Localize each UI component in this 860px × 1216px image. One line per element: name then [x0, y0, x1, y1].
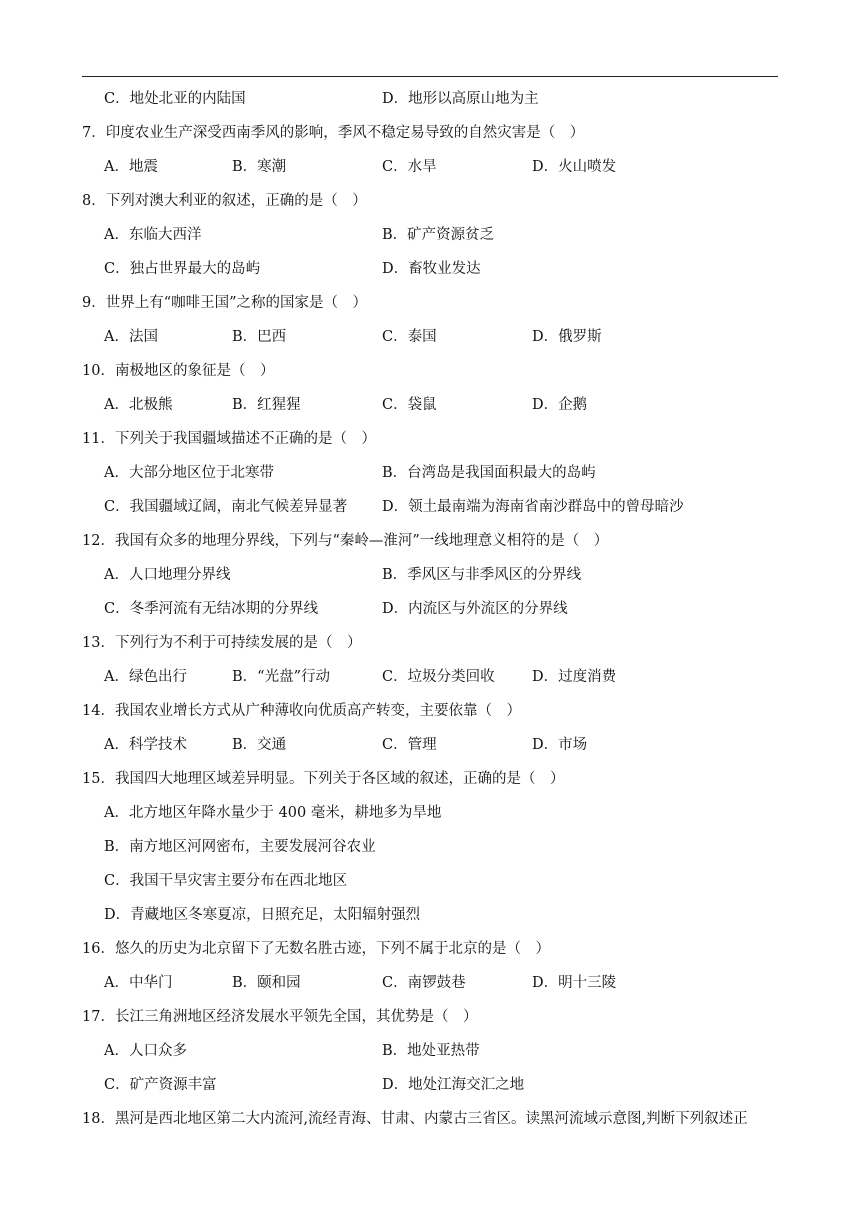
option-row — [82, 88, 782, 122]
option-d[interactable]: D．地形以高原山地为主 — [382, 91, 539, 107]
option-b[interactable]: B．寒潮 — [232, 159, 287, 175]
option-row — [82, 496, 782, 530]
option-row — [82, 326, 782, 360]
option-row — [82, 972, 782, 1006]
question-stem: 14．我国农业增长方式从广种薄收向优质高产转变，主要依靠（ ） — [82, 703, 521, 719]
question-stem: 16．悠久的历史为北京留下了无数名胜古迹，下列不属于北京的是（ ） — [82, 941, 550, 957]
option-row — [82, 224, 782, 258]
option-row — [82, 598, 782, 632]
option-b[interactable]: B．矿产资源贫乏 — [382, 227, 495, 243]
question-stem: 12．我国有众多的地理分界线，下列与“秦岭—淮河”一线地理意义相符的是（ ） — [82, 533, 609, 549]
option-row — [82, 564, 782, 598]
option-d[interactable]: D．火山喷发 — [532, 159, 617, 175]
option-a[interactable]: A．东临大西洋 — [104, 227, 202, 243]
option-row — [82, 870, 782, 904]
option-a[interactable]: A．法国 — [104, 329, 158, 345]
option-c[interactable]: C．管理 — [382, 737, 437, 753]
option-row — [82, 734, 782, 768]
question-stem: 7．印度农业生产深受西南季风的影响，季风不稳定易导致的自然灾害是（ ） — [82, 125, 585, 141]
option-a[interactable]: A．地震 — [104, 159, 158, 175]
option-row — [82, 1074, 782, 1108]
option-a[interactable]: A．北方地区年降水量少于 400 毫米，耕地多为旱地 — [104, 805, 442, 821]
option-row — [82, 836, 782, 870]
option-row — [82, 394, 782, 428]
option-b[interactable]: B．台湾岛是我国面积最大的岛屿 — [382, 465, 596, 481]
option-c[interactable]: C．地处北亚的内陆国 — [104, 91, 246, 107]
question-list — [82, 88, 782, 1142]
option-d[interactable]: D．畜牧业发达 — [382, 261, 481, 277]
option-row — [82, 258, 782, 292]
question-stem: 9．世界上有“咖啡王国”之称的国家是（ ） — [82, 295, 368, 311]
option-d[interactable]: D．俄罗斯 — [532, 329, 602, 345]
question-stem: 11．下列关于我国疆域描述不正确的是（ ） — [82, 431, 376, 447]
option-b[interactable]: B．巴西 — [232, 329, 287, 345]
option-d[interactable]: D．企鹅 — [532, 397, 588, 413]
option-a[interactable]: A．大部分地区位于北寒带 — [104, 465, 274, 481]
option-c[interactable]: C．南锣鼓巷 — [382, 975, 466, 991]
question-stem: 10．南极地区的象征是（ ） — [82, 363, 275, 379]
option-row — [82, 156, 782, 190]
option-b[interactable]: B．交通 — [232, 737, 287, 753]
option-a[interactable]: A．绿色出行 — [104, 669, 187, 685]
option-d[interactable]: D．市场 — [532, 737, 588, 753]
question-stem: 18．黑河是西北地区第二大内流河,流经青海、甘肃、内蒙古三省区。读黑河流域示意图,判断下列叙述正 — [82, 1111, 748, 1127]
option-a[interactable]: A．人口众多 — [104, 1043, 187, 1059]
option-a[interactable]: A．人口地理分界线 — [104, 567, 231, 583]
question-stem: 15．我国四大地理区域差异明显。下列关于各区域的叙述，正确的是（ ） — [82, 771, 565, 787]
option-row — [82, 462, 782, 496]
question-stem: 8．下列对澳大利亚的叙述，正确的是（ ） — [82, 193, 367, 209]
option-a[interactable]: A．北极熊 — [104, 397, 173, 413]
option-b[interactable]: B．颐和园 — [232, 975, 301, 991]
option-a[interactable]: A．科学技术 — [104, 737, 187, 753]
option-c[interactable]: C．冬季河流有无结冰期的分界线 — [104, 601, 319, 617]
header-rule — [82, 76, 778, 77]
option-d[interactable]: D．青藏地区冬寒夏凉，日照充足，太阳辐射强烈 — [104, 907, 421, 923]
option-a[interactable]: A．中华门 — [104, 975, 173, 991]
option-d[interactable]: D．明十三陵 — [532, 975, 617, 991]
option-c[interactable]: C．独占世界最大的岛屿 — [104, 261, 261, 277]
option-c[interactable]: C．袋鼠 — [382, 397, 437, 413]
option-b[interactable]: B．红猩猩 — [232, 397, 301, 413]
option-b[interactable]: B．地处亚热带 — [382, 1043, 480, 1059]
option-d[interactable]: D．内流区与外流区的分界线 — [382, 601, 568, 617]
option-c[interactable]: C．我国疆域辽阔，南北气候差异显著 — [104, 499, 348, 515]
option-c[interactable]: C．我国干旱灾害主要分布在西北地区 — [104, 873, 348, 889]
option-b[interactable]: B．季风区与非季风区的分界线 — [382, 567, 582, 583]
option-b[interactable]: B．“光盘”行动 — [232, 669, 330, 685]
option-c[interactable]: C．垃圾分类回收 — [382, 669, 495, 685]
option-row — [82, 1040, 782, 1074]
option-c[interactable]: C．水旱 — [382, 159, 437, 175]
option-row — [82, 802, 782, 836]
question-stem: 17．长江三角洲地区经济发展水平领先全国，其优势是（ ） — [82, 1009, 478, 1025]
option-row — [82, 904, 782, 938]
option-d[interactable]: D．领土最南端为海南省南沙群岛中的曾母暗沙 — [382, 499, 684, 515]
option-d[interactable]: D．地处江海交汇之地 — [382, 1077, 525, 1093]
option-row — [82, 666, 782, 700]
option-d[interactable]: D．过度消费 — [532, 669, 617, 685]
option-c[interactable]: C．矿产资源丰富 — [104, 1077, 217, 1093]
option-b[interactable]: B．南方地区河网密布，主要发展河谷农业 — [104, 839, 376, 855]
option-c[interactable]: C．泰国 — [382, 329, 437, 345]
question-stem: 13．下列行为不利于可持续发展的是（ ） — [82, 635, 362, 651]
